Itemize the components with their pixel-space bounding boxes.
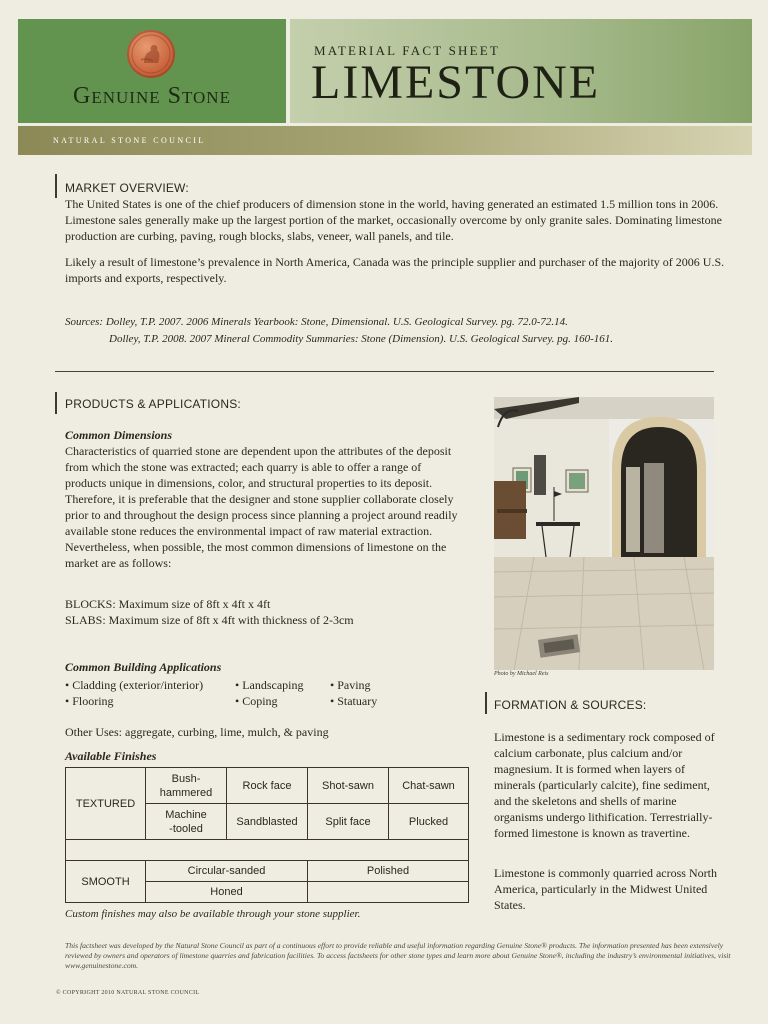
custom-finish-note: Custom finishes may also be available through your stone supplier.	[65, 908, 361, 920]
finish-cell: Circular-sanded	[146, 861, 308, 882]
applications-heading: Common Building Applications	[65, 660, 222, 674]
finish-cell: Split face	[308, 804, 389, 840]
finishes-table	[65, 767, 469, 903]
footer-note: This factsheet was developed by the Natural Stone Council as part of a continuous effort to provide reliable and useful information regarding Genuine Stone® products. The information presented has been extensively reviewed by owners and operators of limestone quarries and fabrication facilities. To access factsheets for other stone types and learn more about Genuine Stone®, including the industry’s environmental initiatives, visit www.genuinestone.com.	[65, 941, 731, 970]
market-heading: MARKET OVERVIEW:	[65, 181, 189, 195]
smooth-label: SMOOTH	[66, 861, 146, 903]
source-1: Sources: Dolley, T.P. 2007. 2006 Minerals Yearbook: Stone, Dimensional. U.S. Geological Survey. pg. 72.0-72.14.	[65, 316, 568, 328]
finish-cell	[308, 882, 469, 903]
slabs-spec: SLABS: Maximum size of 8ft x 4ft with thickness of 2-3cm	[65, 613, 354, 627]
blocks-spec: BLOCKS: Maximum size of 8ft x 4ft x 4ft	[65, 597, 271, 611]
title-panel	[290, 19, 752, 123]
finish-cell: Bush- hammered	[146, 768, 227, 804]
application-item: • Paving	[330, 678, 371, 692]
finish-cell: Chat-sawn	[389, 768, 469, 804]
finish-cell: Rock face	[227, 768, 308, 804]
finish-cell: Polished	[308, 861, 469, 882]
section-bar	[55, 174, 57, 198]
copyright: © COPYRIGHT 2010 NATURAL STONE COUNCIL	[56, 990, 200, 996]
application-item: • Cladding (exterior/interior)	[65, 678, 204, 692]
section-bar	[55, 392, 57, 414]
seal-icon	[127, 30, 175, 78]
section-bar	[485, 692, 487, 714]
formation-para-1: Limestone is a sedimentary rock composed of calcium carbonate, plus calcium and/or magnesium. It is formed when layers of minerals (particularly calcite), fine sediment, and the skeletons and shells of marine organisms undergo lithification. Terrestrially-formed limestone is known as travertine.	[494, 730, 715, 840]
photo-credit: Photo by Michael Reis	[494, 671, 549, 677]
application-item: • Statuary	[330, 694, 378, 708]
logo-text: Genuine Stone	[73, 83, 231, 109]
council-band	[18, 126, 752, 155]
application-item: • Coping	[235, 694, 278, 708]
market-para-1: The United States is one of the chief producers of dimension stone in the world, having generated an estimated 1.5 million tons in 2006. Limestone sales generally make up the largest portion of the market, occasionally overcome by only granite sales. Dominating limestone production are curbing, paving, rough blocks, slabs, veneer, wall panels, and tile.	[65, 197, 722, 243]
council-name: NATURAL STONE COUNCIL	[53, 136, 206, 145]
finish-cell: Honed	[146, 882, 308, 903]
spacer-cell	[66, 840, 469, 861]
courtyard-photo	[494, 397, 714, 670]
textured-label: TEXTURED	[66, 768, 146, 840]
market-para-2: Likely a result of limestone’s prevalence in North America, Canada was the principle supplier and purchaser of the majority of 2006 U.S. imports and exports, respectively.	[65, 255, 725, 285]
divider	[55, 371, 714, 372]
formation-para-2: Limestone is commonly quarried across North America, particularly in the Midwest United States.	[494, 866, 717, 912]
page-title: LIMESTONE	[311, 56, 601, 109]
finish-cell: Plucked	[389, 804, 469, 840]
dimensions-heading: Common Dimensions	[65, 428, 173, 442]
application-item: • Landscaping	[235, 678, 304, 692]
other-uses: Other Uses: aggregate, curbing, lime, mulch, & paving	[65, 725, 329, 739]
finish-cell: Machine -tooled	[146, 804, 227, 840]
finish-cell: Sandblasted	[227, 804, 308, 840]
logo-panel	[18, 19, 286, 123]
application-item: • Flooring	[65, 694, 114, 708]
products-heading: PRODUCTS & APPLICATIONS:	[65, 397, 241, 411]
finishes-heading: Available Finishes	[65, 749, 157, 763]
kicker: MATERIAL FACT SHEET	[314, 43, 501, 58]
dimensions-text: Characteristics of quarried stone are dependent upon the attributes of the deposit from which the stone was extracted; each quarry is able to offer a range of products unique in dimensions, color, and structural properties to its deposit. Therefore, it is preferable that the designer and stone supplier collaborate closely prior to and throughout the design process since planning a project around readily available stone reduces the environmental impact of raw material extraction. Nevertheless, when possible, the most common dimensions of limestone on the market are as follows:	[65, 444, 458, 570]
formation-heading: FORMATION & SOURCES:	[494, 698, 647, 712]
finish-cell: Shot-sawn	[308, 768, 389, 804]
source-2: Dolley, T.P. 2008. 2007 Mineral Commodity Summaries: Stone (Dimension). U.S. Geological Survey. pg. 160-161.	[109, 333, 614, 345]
